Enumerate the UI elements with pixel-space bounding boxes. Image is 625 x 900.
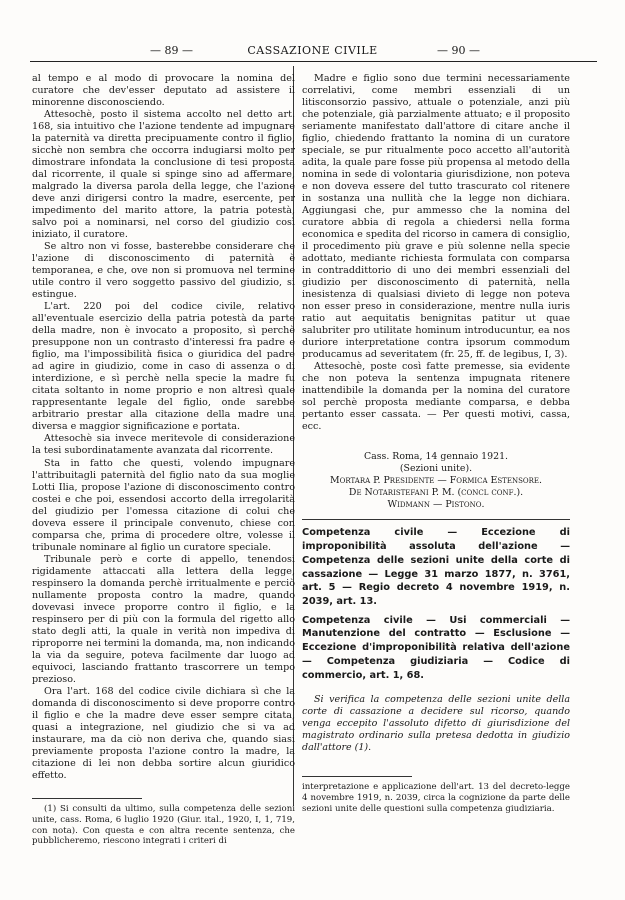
footnote-continuation: interpretazione e applicazione dell'art. 13 del decreto-legge 4 novembre 1919, n. 2039, circa la cognizione da parte delle sezioni unite delle questioni sulla competenza giudiziaria. (302, 782, 570, 814)
page-header (30, 44, 595, 60)
paragraph: L'art. 220 poi del codice civile, relativo all'eventuale esercizio della patria potestà da parte della madre, non è invocato a proposito, sì perchè presuppone non un contrasto d'interessi fra padre e figlio, ma l'impossibilità fisica o giuridica del padre ad agire in giudizio, come in caso di assenza o di interdizione, e sì perchè nella specie la madre fu citata soltanto in nome proprio e non altresì quale rappresentante legale del figlio, onde sarebbe arbitrario prestar alla citazione della madre una diversa e maggior significazione e portata. (32, 301, 295, 433)
case-pm: De Notaristefani P. M. (concl conf.). (348, 487, 524, 499)
paragraph: Madre e figlio sono due termini necessariamente correlativi, come membri essenziali di un litisconsorzio passivo, attuale o potenziale, anzi più che potenziale, già parzialmente attuato; e il proposito seriamente manifestato dall'attore di citare anche il figlio, chiedendo frattanto la nomina di un curatore speciale, se pur ritualmente poco accetto all'autorità adita, la quale pare fosse più propensa al metodo della nomina in sede di volontaria giurisdizione, non poteva e non doveva essere del tutto trascurato col ritenere in sostanza una nullità che la legge non dichiara. Aggiungasi che, pur ammesso che la nomina del curatore abbia di regola a chiedersi nella forma economica e spedita del ricorso in camera di consiglio, il procedimento più grave e più solenne nella specie adottato, mediante richiesta formulata con comparsa in contraddittorio di uno dei membri essenziali del giudizio per disconoscimento di paternità, nella inesistenza di qualsiasi divieto di legge non poteva non esser preso in considerazione, mentre nulla iuris ratio aut aequitatis benignitas patitur ut quae salubriter pro utilitate hominum introducuntur, ea nos duriore interpretatione contra ipsorum commodum producamus ad severitatem (fr. 25, ff. de legibus, I, 3). (302, 73, 570, 361)
page-number-left: — 89 — (150, 44, 193, 57)
paragraph: Attesochè, poste così fatte premesse, sia evidente che non poteva la sentenza impugnata ritenere inattendibile la domanda per la nomina del curatore sol perchè proposta mediante comparsa, e debba pertanto esser cassata. — Per questi motivi, cassa, ecc. (302, 361, 570, 433)
massima-text: Si verifica la competenza delle sezioni unite della corte di cassazione a decidere sul ricorso, quando venga eccepito l'assoluto difetto di giurisdizione del magistrato ordinario sulla pretesa dedotta in giudizio dall'attore (1). (302, 694, 570, 754)
maxim-heading: Competenza civile — Usi commerciali — Manutenzione del contratto — Esclusione — Eccezione d'improponibilità relativa dell'azione — Competenza giudiziaria — Codice di commercio, art. 1, 68. (302, 614, 570, 681)
paragraph: Ora l'art. 168 del codice civile dichiara sì che la domanda di disconoscimento si deve proporre contro il figlio e che la madre deve esser sempre citata, quasi a integrazione, nel giudizio che si va ad instaurare, ma da ciò non deriva che, quando siasi previamente proposta l'azione contro la madre, la citazione di lei non debba sortire alcun giuridico effetto. (32, 685, 295, 781)
paragraph: Tribunale però e corte di appello, tenendosi rigidamente attaccati alla lettera della legge, respinsero la domanda perchè irritualmente e perciò nullamente proposta contro la madre, quando dovevasi invece proporre contro il figlio, e la respinsero per di più con la formula del rigetto allo stato degli atti, la quale in verità non impediva di riproporre nei termini la domanda, ma, non indicando la via da seguire, poteva facilmente dar luogo ad equivoci, lasciando frattanto trascorrere un tempo prezioso. (32, 553, 295, 685)
footnote-rule (302, 776, 412, 777)
footnote-rule (32, 798, 142, 799)
paragraph: Attesochè sia invece meritevole di considerazione la tesi subordinatamente avanzata dal ricorrente. (32, 433, 295, 457)
case-parties: Widmann — Pistono. (387, 499, 485, 511)
left-column (32, 73, 295, 847)
right-column (302, 73, 570, 815)
page-number-right: — 90 — (437, 44, 480, 57)
case-judges: Mortara P. Presidente — Formica Estensore. (330, 475, 542, 487)
paragraph: Sta in fatto che questi, volendo impugnare l'attribuitagli paternità del figlio nato da sua moglie Lotti Ilia, propose l'azione di disconoscimento contro costei e che poi, essendosi accorto della irregolarità del giudizio per l'omessa citazione di colui che doveva essere il principale convenuto, chiese con comparsa che, prima di procedere oltre, volesse il tribunale nominare al figlio un curatore speciale. (32, 457, 295, 553)
case-court-date: Cass. Roma, 14 gennaio 1921. (363, 451, 509, 463)
case-header (302, 451, 570, 511)
case-section: (Sezioni unite). (399, 463, 473, 475)
paragraph: al tempo e al modo di provocare la nomina del curatore che dev'esser deputato ad assistere il minorenne disconosciendo. (32, 73, 295, 109)
paragraph: Se altro non vi fosse, basterebbe considerare che l'azione di disconoscimento di paternità è temporanea, e che, ove non si promuova nel termine utile contro il vero soggetto passivo del giudizio, si estingue. (32, 241, 295, 301)
running-title: CASSAZIONE CIVILE (247, 44, 378, 57)
header-rule (30, 61, 597, 62)
maxim-heading: Competenza civile — Eccezione di improponibilità assoluta dell'azione — Competenza delle sezioni unite della corte di cassazione — Legge 31 marzo 1877, n. 3761, art. 5 — Regio decreto 4 novembre 1919, n. 2039, art. 13. (302, 527, 570, 607)
footnote: (1) Si consulti da ultimo, sulla competenza delle sezioni unite, cass. Roma, 6 luglio 1920 (Giur. ital., 1920, I, 1, 719, con nota). Con questa e con altra recente sentenza, che pubblicheremo, riescono integrati i criteri di (32, 803, 295, 847)
case-separator (302, 519, 570, 520)
paragraph: Attesochè, posto il sistema accolto nel detto art. 168, sia intuitivo che l'azione tendente ad impugnare la paternità va diretta precipuamente contro il figlio, sicchè non sembra che occorra indugiarsi molto per dimostrare infondata la conclusione di tesi proposta dal ricorrente, il quale si spinge sino ad affermare, malgrado la diversa parola della legge, che l'azione deve anzi dirigersi contro la madre, esercente, per impedimento del marito attore, la patria potestà, salvo poi a nominarsi, nel corso del giudizio così iniziato, il curatore. (32, 109, 295, 241)
